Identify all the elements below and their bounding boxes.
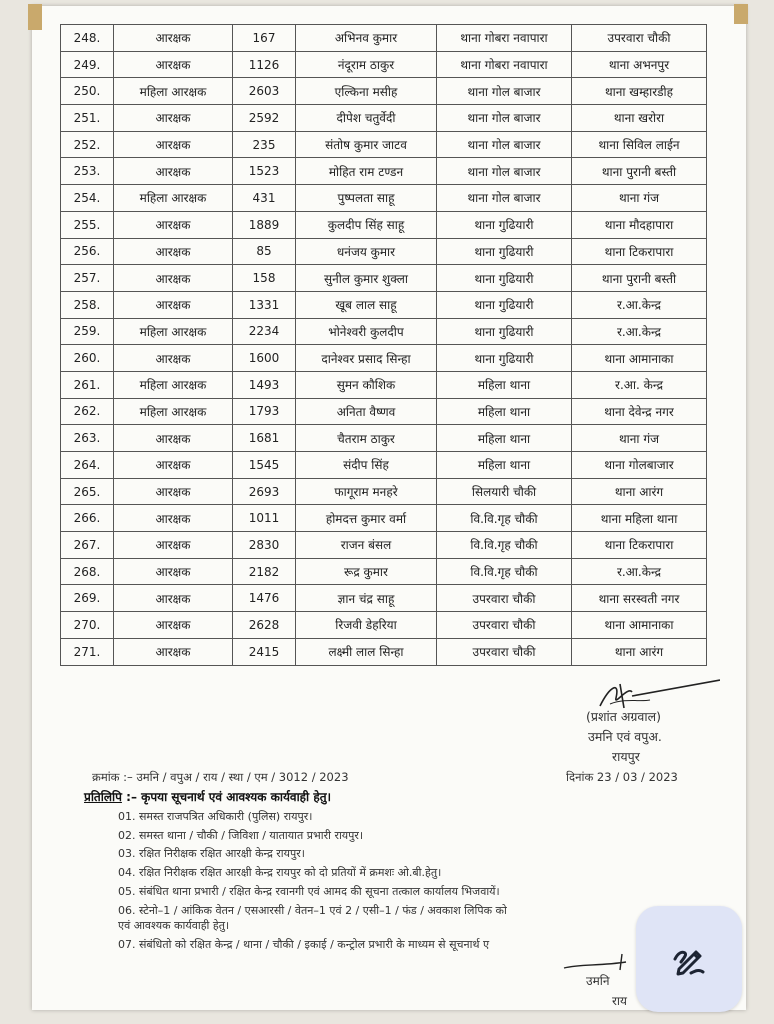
name-cell: अभिनव कुमार <box>296 25 437 52</box>
badge-number-cell: 2234 <box>233 318 296 345</box>
to-posting-cell: थाना पुरानी बस्ती <box>572 265 707 292</box>
rank-cell: आरक्षक <box>114 291 233 318</box>
badge-number-cell: 1523 <box>233 158 296 185</box>
rank-cell: महिला आरक्षक <box>114 398 233 425</box>
from-posting-cell: थाना गोल बाजार <box>437 78 572 105</box>
name-cell: संतोष कुमार जाटव <box>296 131 437 158</box>
table-row <box>61 185 707 212</box>
name-cell: दानेश्वर प्रसाद सिन्हा <box>296 345 437 372</box>
from-posting-cell: वि.वि.गृह चौकी <box>437 505 572 532</box>
serial-cell: 254. <box>61 185 114 212</box>
serial-cell: 252. <box>61 131 114 158</box>
from-posting-cell: वि.वि.गृह चौकी <box>437 558 572 585</box>
from-posting-cell: वि.वि.गृह चौकी <box>437 532 572 559</box>
badge-number-cell: 2182 <box>233 558 296 585</box>
serial-cell: 251. <box>61 105 114 132</box>
table-row <box>61 291 707 318</box>
table-row <box>61 612 707 639</box>
name-cell: संदीप सिंह <box>296 452 437 479</box>
badge-number-cell: 1476 <box>233 585 296 612</box>
copy-list-item: 07. संबंधितो को रक्षित केन्द्र / थाना / चौकी / इकाई / कन्ट्रोल प्रभारी के माध्यम से सूचनार्थ ए <box>118 938 490 951</box>
badge-number-cell: 1331 <box>233 291 296 318</box>
signatory-city: राय <box>612 994 627 1008</box>
to-posting-cell: थाना गंज <box>572 425 707 452</box>
badge-number-cell: 2603 <box>233 78 296 105</box>
table-row <box>61 638 707 665</box>
serial-cell: 259. <box>61 318 114 345</box>
name-cell: चैतराम ठाकुर <box>296 425 437 452</box>
to-posting-cell: उपरवारा चौकी <box>572 25 707 52</box>
from-posting-cell: उपरवारा चौकी <box>437 638 572 665</box>
from-posting-cell: थाना गुढियारी <box>437 238 572 265</box>
rank-cell: आरक्षक <box>114 585 233 612</box>
table-row <box>61 345 707 372</box>
from-posting-cell: थाना गोल बाजार <box>437 185 572 212</box>
badge-number-cell: 2693 <box>233 478 296 505</box>
edit-button[interactable] <box>636 906 742 1012</box>
rank-cell: आरक्षक <box>114 265 233 292</box>
serial-cell: 271. <box>61 638 114 665</box>
name-cell: सुनील कुमार शुक्ला <box>296 265 437 292</box>
rank-cell: आरक्षक <box>114 238 233 265</box>
badge-number-cell: 1545 <box>233 452 296 479</box>
to-posting-cell: र.आ.केन्द्र <box>572 318 707 345</box>
from-posting-cell: थाना गोल बाजार <box>437 105 572 132</box>
badge-number-cell: 1681 <box>233 425 296 452</box>
copy-heading-text: :– कृपया सूचनार्थ एवं आवश्यक कार्यवाही हेतु। <box>126 790 332 804</box>
name-cell: होमदत्त कुमार वर्मा <box>296 505 437 532</box>
table-row <box>61 398 707 425</box>
rank-cell: आरक्षक <box>114 131 233 158</box>
badge-number-cell: 2628 <box>233 612 296 639</box>
rank-cell: महिला आरक्षक <box>114 78 233 105</box>
to-posting-cell: थाना खरोरा <box>572 105 707 132</box>
to-posting-cell: थाना टिकरापारा <box>572 238 707 265</box>
copy-list-item: 05. संबंधित थाना प्रभारी / रक्षित केन्द्र रवानगी एवं आमद की सूचना तत्काल कार्यालय भिजवायें। <box>118 885 500 898</box>
from-posting-cell: महिला थाना <box>437 398 572 425</box>
name-cell: नंदूराम ठाकुर <box>296 51 437 78</box>
badge-number-cell: 235 <box>233 131 296 158</box>
from-posting-cell: सिलयारी चौकी <box>437 478 572 505</box>
copy-list-item: एवं आवश्यक कार्यवाही हेतु। <box>118 919 230 932</box>
copy-label: प्रतिलिपि <box>84 790 122 804</box>
name-cell: धनंजय कुमार <box>296 238 437 265</box>
rank-cell: आरक्षक <box>114 478 233 505</box>
to-posting-cell: थाना गंज <box>572 185 707 212</box>
rank-cell: महिला आरक्षक <box>114 185 233 212</box>
to-posting-cell: र.आ. केन्द्र <box>572 371 707 398</box>
badge-number-cell: 1126 <box>233 51 296 78</box>
from-posting-cell: थाना गोबरा नवापारा <box>437 51 572 78</box>
copy-list-item: 01. समस्त राजपत्रित अधिकारी (पुलिस) रायपुर। <box>118 810 313 823</box>
to-posting-cell: थाना गोलबाजार <box>572 452 707 479</box>
from-posting-cell: उपरवारा चौकी <box>437 612 572 639</box>
from-posting-cell: थाना गुढियारी <box>437 291 572 318</box>
to-posting-cell: र.आ.केन्द्र <box>572 558 707 585</box>
from-posting-cell: महिला थाना <box>437 371 572 398</box>
badge-number-cell: 2592 <box>233 105 296 132</box>
table-row <box>61 452 707 479</box>
badge-number-cell: 1793 <box>233 398 296 425</box>
from-posting-cell: थाना गोल बाजार <box>437 158 572 185</box>
transfer-table <box>60 24 707 666</box>
name-cell: भोनेश्वरी कुलदीप <box>296 318 437 345</box>
serial-cell: 270. <box>61 612 114 639</box>
from-posting-cell: उपरवारा चौकी <box>437 585 572 612</box>
rank-cell: आरक्षक <box>114 105 233 132</box>
serial-cell: 262. <box>61 398 114 425</box>
name-cell: अनिता वैष्णव <box>296 398 437 425</box>
rank-cell: महिला आरक्षक <box>114 371 233 398</box>
serial-cell: 257. <box>61 265 114 292</box>
table-row <box>61 131 707 158</box>
table-row <box>61 425 707 452</box>
signatory-post: उमनि एवं वपुअ. <box>588 729 662 744</box>
table-row <box>61 25 707 52</box>
name-cell: खूब लाल साहू <box>296 291 437 318</box>
to-posting-cell: थाना सरस्वती नगर <box>572 585 707 612</box>
serial-cell: 248. <box>61 25 114 52</box>
serial-cell: 258. <box>61 291 114 318</box>
name-cell: सुमन कौशिक <box>296 371 437 398</box>
from-posting-cell: थाना गुढियारी <box>437 318 572 345</box>
rank-cell: आरक्षक <box>114 345 233 372</box>
name-cell: मोहित राम टण्डन <box>296 158 437 185</box>
copy-list-item: 04. रक्षित निरीक्षक रक्षित आरक्षी केन्द्र रायपुर को दो प्रतियों में क्रमशः ओ.बी.हेतु। <box>118 866 442 879</box>
badge-number-cell: 1011 <box>233 505 296 532</box>
serial-cell: 261. <box>61 371 114 398</box>
to-posting-cell: थाना देवेन्द्र नगर <box>572 398 707 425</box>
serial-cell: 268. <box>61 558 114 585</box>
signatory-name: (प्रशांत अग्रवाल) <box>586 709 661 724</box>
from-posting-cell: थाना गोबरा नवापारा <box>437 25 572 52</box>
table-row <box>61 265 707 292</box>
to-posting-cell: र.आ.केन्द्र <box>572 291 707 318</box>
badge-number-cell: 167 <box>233 25 296 52</box>
serial-cell: 264. <box>61 452 114 479</box>
name-cell: एल्किना मसीह <box>296 78 437 105</box>
signatory-city: रायपुर <box>612 749 640 764</box>
rank-cell: आरक्षक <box>114 505 233 532</box>
to-posting-cell: थाना अभनपुर <box>572 51 707 78</box>
rank-cell: आरक्षक <box>114 452 233 479</box>
serial-cell: 250. <box>61 78 114 105</box>
to-posting-cell: थाना मौदहापारा <box>572 211 707 238</box>
serial-cell: 260. <box>61 345 114 372</box>
rank-cell: आरक्षक <box>114 638 233 665</box>
from-posting-cell: थाना गुढियारी <box>437 345 572 372</box>
to-posting-cell: थाना टिकरापारा <box>572 532 707 559</box>
signature-mark <box>560 950 640 974</box>
name-cell: राजन बंसल <box>296 532 437 559</box>
table-row <box>61 585 707 612</box>
from-posting-cell: थाना गुढियारी <box>437 265 572 292</box>
from-posting-cell: थाना गुढियारी <box>437 211 572 238</box>
serial-cell: 266. <box>61 505 114 532</box>
table-row <box>61 318 707 345</box>
table-row <box>61 105 707 132</box>
rank-cell: आरक्षक <box>114 558 233 585</box>
badge-number-cell: 1493 <box>233 371 296 398</box>
to-posting-cell: थाना सिविल लाईन <box>572 131 707 158</box>
table-row <box>61 78 707 105</box>
badge-number-cell: 2415 <box>233 638 296 665</box>
table-row <box>61 51 707 78</box>
rank-cell: आरक्षक <box>114 211 233 238</box>
table-row <box>61 558 707 585</box>
name-cell: फागूराम मनहरे <box>296 478 437 505</box>
rank-cell: आरक्षक <box>114 25 233 52</box>
table-row <box>61 532 707 559</box>
badge-number-cell: 431 <box>233 185 296 212</box>
rank-cell: आरक्षक <box>114 612 233 639</box>
name-cell: पुष्पलता साहू <box>296 185 437 212</box>
from-posting-cell: थाना गोल बाजार <box>437 131 572 158</box>
from-posting-cell: महिला थाना <box>437 425 572 452</box>
serial-cell: 256. <box>61 238 114 265</box>
rank-cell: आरक्षक <box>114 51 233 78</box>
copy-heading <box>84 788 331 805</box>
name-cell: दीपेश चतुर्वेदी <box>296 105 437 132</box>
badge-number-cell: 85 <box>233 238 296 265</box>
name-cell: ज्ञान चंद्र साहू <box>296 585 437 612</box>
to-posting-cell: थाना आरंग <box>572 478 707 505</box>
rank-cell: महिला आरक्षक <box>114 318 233 345</box>
name-cell: रिजवी डेहरिया <box>296 612 437 639</box>
to-posting-cell: थाना खम्हारडीह <box>572 78 707 105</box>
table-row <box>61 478 707 505</box>
table-row <box>61 505 707 532</box>
to-posting-cell: थाना आमानाका <box>572 612 707 639</box>
name-cell: लक्ष्मी लाल सिन्हा <box>296 638 437 665</box>
table-row <box>61 211 707 238</box>
badge-number-cell: 2830 <box>233 532 296 559</box>
serial-cell: 265. <box>61 478 114 505</box>
to-posting-cell: थाना महिला थाना <box>572 505 707 532</box>
serial-cell: 249. <box>61 51 114 78</box>
serial-cell: 255. <box>61 211 114 238</box>
table-row <box>61 158 707 185</box>
serial-cell: 263. <box>61 425 114 452</box>
badge-number-cell: 1600 <box>233 345 296 372</box>
badge-number-cell: 1889 <box>233 211 296 238</box>
to-posting-cell: थाना आमानाका <box>572 345 707 372</box>
name-cell: कुलदीप सिंह साहू <box>296 211 437 238</box>
signatory-post: उमनि <box>586 974 610 988</box>
serial-cell: 253. <box>61 158 114 185</box>
document-date: दिनांक 23 / 03 / 2023 <box>566 770 678 784</box>
reference-number: क्रमांक :– उमनि / वपुअ / राय / स्था / एम / 3012 / 2023 <box>92 770 349 784</box>
badge-number-cell: 158 <box>233 265 296 292</box>
from-posting-cell: महिला थाना <box>437 452 572 479</box>
to-posting-cell: थाना आरंग <box>572 638 707 665</box>
copy-list-item: 06. स्टेनो–1 / आंकिक वेतन / एसआरसी / वेतन–1 एवं 2 / एसी–1 / फंड / अवकाश लिपिक को <box>118 904 507 917</box>
copy-list-item: 03. रक्षित निरीक्षक रक्षित आरक्षी केन्द्र रायपुर। <box>118 847 305 860</box>
rank-cell: आरक्षक <box>114 158 233 185</box>
copy-list-item: 02. समस्त थाना / चौकी / जिविशा / यातायात प्रभारी रायपुर। <box>118 829 364 842</box>
table-row <box>61 238 707 265</box>
pen-edit-icon <box>669 939 709 979</box>
rank-cell: आरक्षक <box>114 425 233 452</box>
table-row <box>61 371 707 398</box>
to-posting-cell: थाना पुरानी बस्ती <box>572 158 707 185</box>
serial-cell: 267. <box>61 532 114 559</box>
serial-cell: 269. <box>61 585 114 612</box>
tape-corner <box>28 4 42 30</box>
tape-corner <box>734 4 748 24</box>
name-cell: रूद्र कुमार <box>296 558 437 585</box>
rank-cell: आरक्षक <box>114 532 233 559</box>
